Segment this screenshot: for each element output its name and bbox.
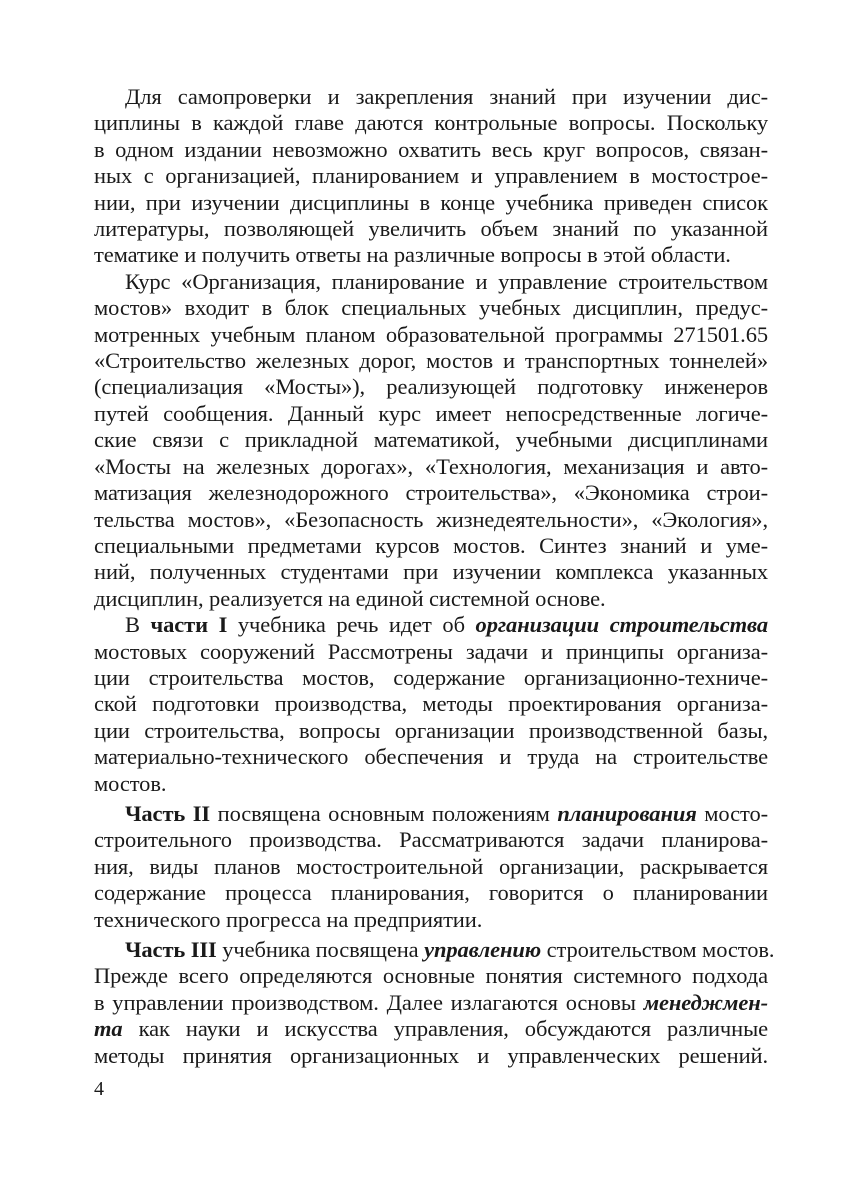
- emphasis-term-planning: планирования: [557, 800, 697, 826]
- text-line: содержание процесса планирования, говорится о планировании: [94, 880, 768, 906]
- text-line: нии, при изучении дисциплины в конце учебника приведен список: [94, 189, 768, 215]
- text-line: Для самопроверки и закрепления знаний при изучении дис-: [125, 84, 768, 109]
- emphasis-term-management: управлению: [424, 937, 542, 962]
- text-line: [94, 1016, 768, 1042]
- text-line: тельства мостов», «Безопасность жизнедеятельности», «Экология»,: [94, 506, 768, 532]
- text-line: мостов» входит в блок специальных учебных дисциплин, предус-: [94, 295, 768, 321]
- paragraph-1: [94, 84, 768, 269]
- text-line: ции строительства, вопросы организации производственной базы,: [94, 717, 768, 743]
- text-line: матизация железнодорожного строительства», «Экономика строи-: [94, 480, 768, 506]
- paragraph-2: [94, 269, 768, 612]
- text-line: в одном издании невозможно охватить весь круг вопросов, связан-: [94, 136, 768, 162]
- text-line: ных с организацией, планированием и управлением в мостострое-: [94, 163, 768, 189]
- text-line: тематике и получить ответы на различные вопросы в этой области.: [94, 242, 731, 268]
- text-run: учебника речь идет об: [227, 612, 476, 638]
- text-line: материально-технического обеспечения и труда на строительстве: [94, 744, 768, 770]
- text-line: мостовых сооружений Рассмотрены задачи и принципы организа-: [94, 638, 768, 664]
- text-run: в управлении производством. Далее излагаются основы: [94, 989, 644, 1015]
- text-line: ний, полученных студентами при изучении комплекса указанных: [94, 559, 768, 585]
- bold-term-part-1: части I: [150, 612, 228, 638]
- text-run: посвящена основным положениям: [210, 800, 558, 826]
- text-line: Курс «Организация, планирование и управление строительством: [125, 268, 768, 294]
- text-line: ской подготовки производства, методы проектирования организа-: [94, 691, 768, 717]
- text-line: (специализация «Мосты»), реализующей подготовку инженеров: [94, 374, 768, 400]
- text-line: специальными предметами курсов мостов. Синтез знаний и уме-: [94, 532, 768, 558]
- text-run: В: [125, 612, 151, 638]
- text-run: мосто-: [696, 800, 768, 826]
- emphasis-term-organization: организации строительства: [475, 612, 769, 638]
- text-run: строительством мостов.: [541, 937, 775, 962]
- text-line: строительного производства. Рассматриваются задачи планирова-: [94, 827, 768, 853]
- text-run: учебника посвящена: [216, 937, 425, 962]
- paragraph-3: [94, 612, 768, 797]
- text-line: литературы, позволяющей увеличить объем знаний по указанной: [94, 216, 768, 242]
- text-line: циплины в каждой главе даются контрольные вопросы. Поскольку: [94, 110, 768, 136]
- emphasis-term-menedzhment-cont: та: [94, 1016, 123, 1042]
- text-line: ские связи с прикладной математикой, учебными дисциплинами: [94, 427, 768, 453]
- text-line: [94, 801, 768, 827]
- text-line: мотренных учебным планом образовательной программы 271501.65: [94, 321, 768, 347]
- text-line: дисциплин, реализуется на единой системной основе.: [94, 585, 606, 611]
- paragraph-5: [94, 937, 775, 1069]
- text-line: [94, 937, 775, 963]
- emphasis-term-menedzhment: менеджмен-: [643, 989, 768, 1015]
- page-body: [94, 84, 775, 1069]
- text-line: Прежде всего определяются основные понятия системного подхода: [94, 963, 768, 989]
- text-line: путей сообщения. Данный курс имеет непосредственные логиче-: [94, 400, 768, 426]
- text-line: [94, 990, 768, 1016]
- text-line: «Строительство железных дорог, мостов и транспортных тоннелей»: [94, 348, 768, 374]
- text-line: технического прогресса на предприятии.: [94, 906, 483, 932]
- text-line: ции строительства мостов, содержание организационно-техниче-: [94, 664, 768, 690]
- text-line: мостов.: [94, 770, 167, 796]
- bold-term-part-2: Часть II: [125, 800, 211, 826]
- text-run: как науки и искусства управления, обсуждаются различные: [122, 1016, 768, 1042]
- text-line: «Мосты на железных дорогах», «Технология, механизация и авто-: [94, 453, 768, 479]
- text-line: методы принятия организационных и управленческих решений.: [94, 1042, 768, 1068]
- text-line: [94, 612, 768, 638]
- text-line: ния, виды планов мостостроительной организации, раскрывается: [94, 853, 768, 879]
- page-number: 4: [94, 1078, 104, 1100]
- bold-term-part-3: Часть III: [125, 937, 217, 962]
- paragraph-4: [94, 801, 768, 933]
